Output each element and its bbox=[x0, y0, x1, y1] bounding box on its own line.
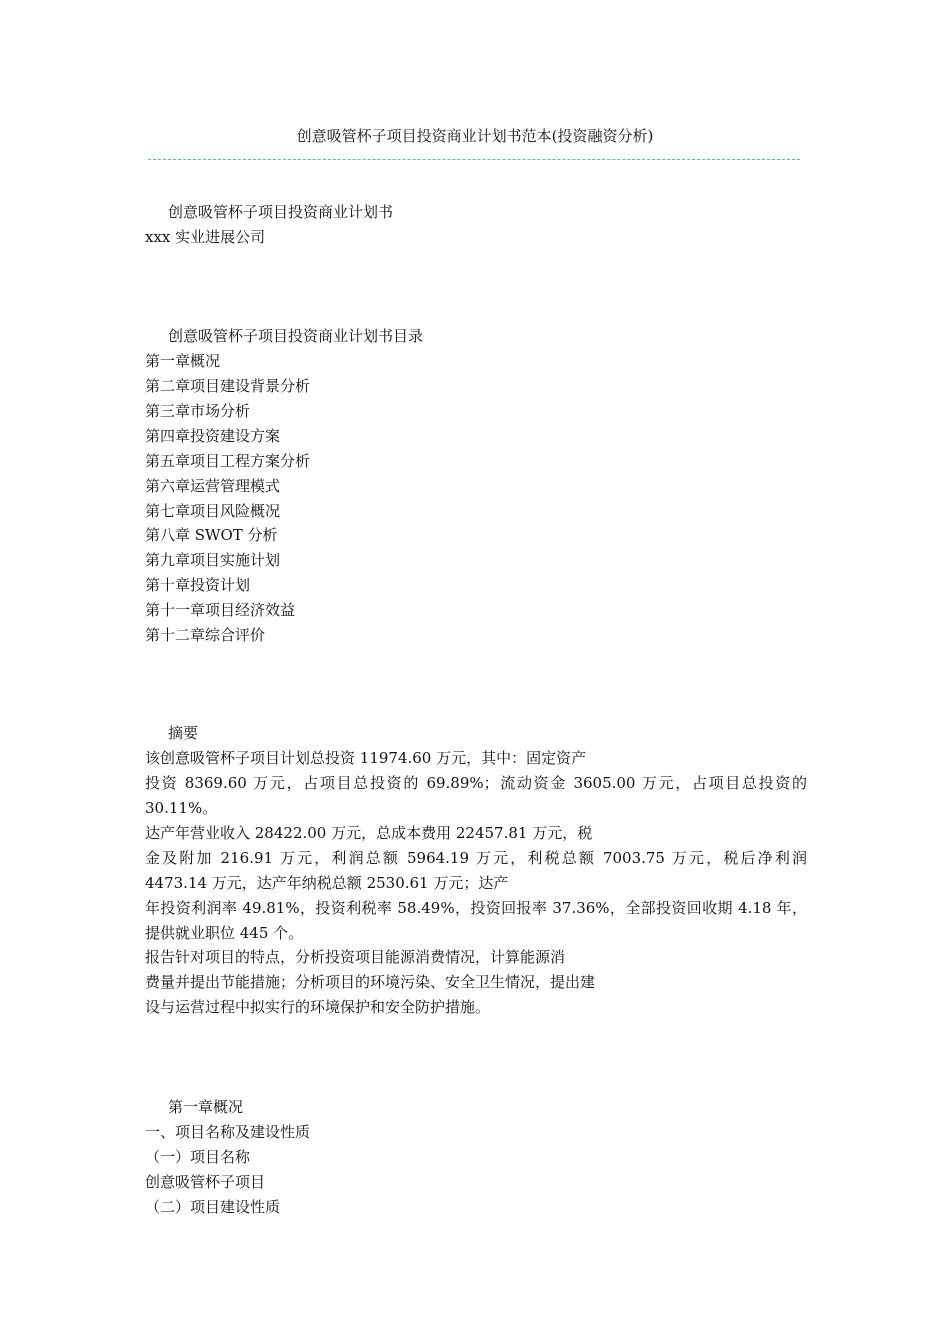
toc-item: 第二章项目建设背景分析 bbox=[145, 377, 311, 395]
document-title: 创意吸管杯子项目投资商业计划书范本(投资融资分析) bbox=[296, 127, 654, 145]
toc-item: 第四章投资建设方案 bbox=[145, 427, 281, 445]
summary-line: 投资 8369.60 万元，占项目总投资的 69.89%；流动资金 3605.00 万元，占项目总投资的 bbox=[145, 774, 807, 792]
summary-line: 4473.14 万元，达产年纳税总额 2530.61 万元；达产 bbox=[145, 874, 509, 892]
summary-line: 30.11%。 bbox=[145, 799, 218, 817]
title-divider bbox=[148, 159, 800, 160]
subsection-heading: （二）项目建设性质 bbox=[145, 1198, 281, 1216]
toc-item: 第十章投资计划 bbox=[145, 576, 251, 594]
summary-line: 该创意吸管杯子项目计划总投资 11974.60 万元，其中：固定资产 bbox=[145, 749, 587, 767]
summary-line: 报告针对项目的特点，分析投资项目能源消费情况，计算能源消 bbox=[145, 948, 566, 966]
summary-line: 提供就业职位 445 个。 bbox=[145, 924, 304, 942]
body-line: 创意吸管杯子项目 bbox=[145, 1173, 266, 1191]
summary-line: 达产年营业收入 28422.00 万元，总成本费用 22457.81 万元，税 bbox=[145, 824, 593, 842]
toc-item: 第十一章项目经济效益 bbox=[145, 601, 296, 619]
toc-item: 第九章项目实施计划 bbox=[145, 551, 281, 569]
subsection-heading: （一）项目名称 bbox=[145, 1148, 251, 1166]
toc-item: 第七章项目风险概况 bbox=[145, 502, 281, 520]
section-heading: 一、项目名称及建设性质 bbox=[145, 1123, 311, 1141]
toc-item: 第八章 SWOT 分析 bbox=[145, 526, 278, 544]
summary-line: 费量并提出节能措施；分析项目的环境污染、安全卫生情况，提出建 bbox=[145, 973, 596, 991]
summary-heading: 摘要 bbox=[168, 724, 199, 742]
summary-line: 年投资利润率 49.81%，投资利税率 58.49%，投资回报率 37.36%，全部投资回收期 4.18 年， bbox=[145, 899, 807, 917]
summary-line: 设与运营过程中拟实行的环境保护和安全防护措施。 bbox=[145, 998, 491, 1016]
toc-item: 第一章概况 bbox=[145, 352, 221, 370]
chapter-heading: 第一章概况 bbox=[168, 1098, 244, 1116]
toc-item: 第十二章综合评价 bbox=[145, 626, 266, 644]
toc-item: 第六章运营管理模式 bbox=[145, 477, 281, 495]
toc-heading: 创意吸管杯子项目投资商业计划书目录 bbox=[168, 327, 424, 345]
toc-item: 第三章市场分析 bbox=[145, 402, 251, 420]
cover-heading: 创意吸管杯子项目投资商业计划书 bbox=[168, 203, 394, 221]
toc-item: 第五章项目工程方案分析 bbox=[145, 452, 311, 470]
company-name: xxx 实业进展公司 bbox=[145, 228, 266, 246]
summary-line: 金及附加 216.91 万元，利润总额 5964.19 万元，利税总额 7003.75 万元，税后净利润 bbox=[145, 849, 807, 867]
